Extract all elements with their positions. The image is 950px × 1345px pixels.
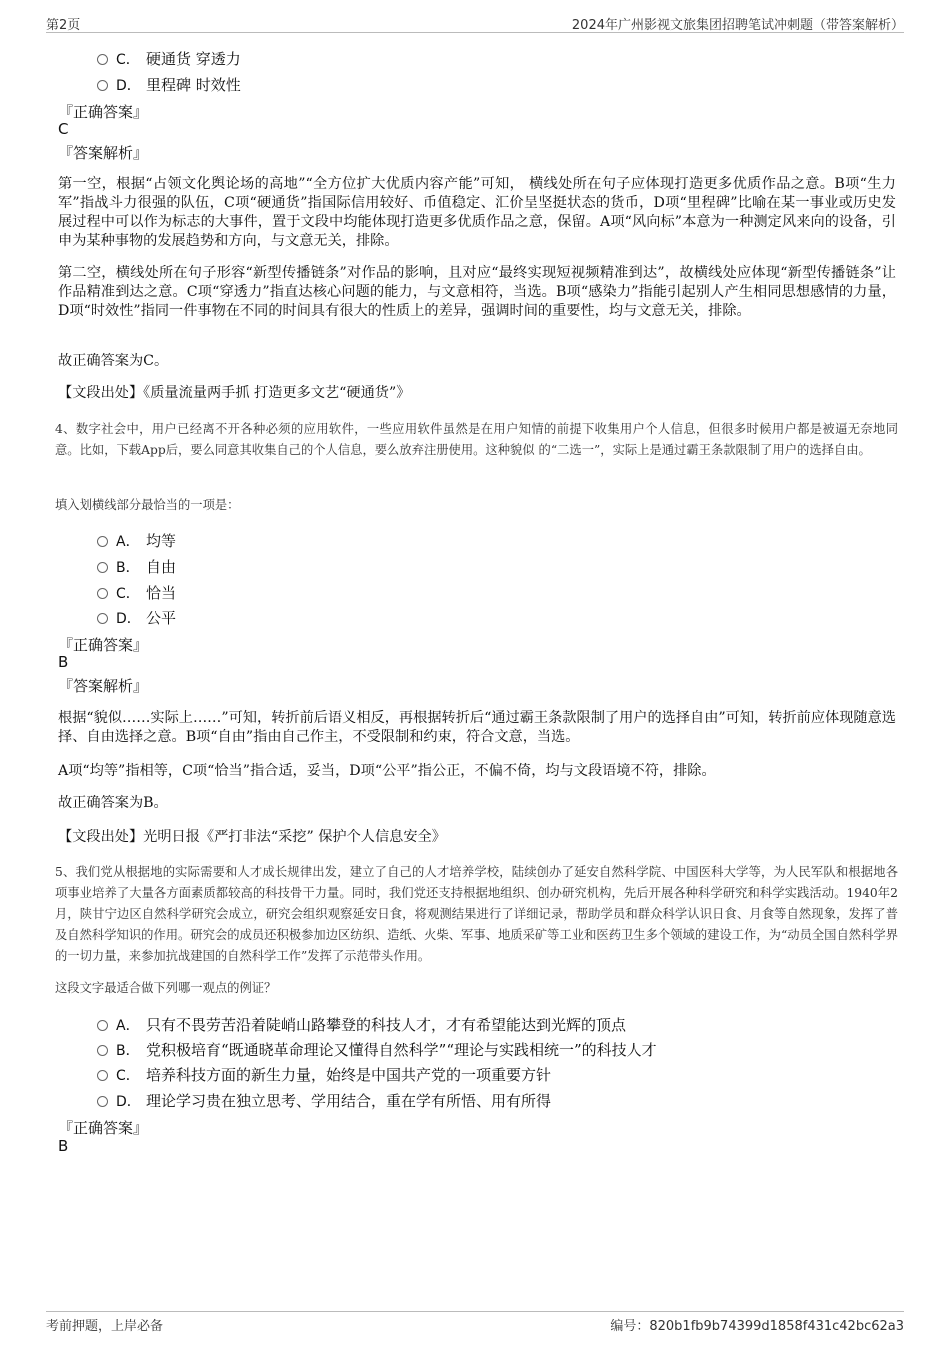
q4-analysis-para-2: A项“均等”指相等，C项“恰当”指合适，妥当，D项“公平”指公正，不偏不倚，均与文段语境不符，排除。 bbox=[58, 763, 716, 779]
q4-analysis-label: 『答案解析』 bbox=[58, 677, 149, 695]
q5-option-a[interactable]: A． 只有不畏劳苦沿着陡峭山路攀登的科技人才，才有希望能达到光辉的顶点 bbox=[97, 1014, 626, 1035]
page-number: 第2页 bbox=[46, 18, 81, 33]
q3-option-c[interactable]: C． 硬通货 穿透力 bbox=[97, 48, 241, 69]
q5-answer-label: 『正确答案』 bbox=[58, 1119, 149, 1137]
document-code bbox=[610, 1315, 904, 1334]
q4-source: 【文段出处】光明日报《严打非法“采挖” 保护个人信息安全》 bbox=[58, 829, 446, 845]
q5-option-b[interactable]: B． 党积极培育“既通晓革命理论又懂得自然科学”“理论与实践相统一”的科技人才 bbox=[97, 1039, 657, 1060]
q4-prompt: 填入划横线部分最恰当的一项是： bbox=[55, 498, 240, 512]
q4-option-d[interactable]: D． 公平 bbox=[97, 607, 176, 628]
radio-icon[interactable] bbox=[97, 1096, 108, 1107]
footer-slogan: 考前押题，上岸必备 bbox=[46, 1319, 164, 1334]
page-footer bbox=[46, 1311, 904, 1335]
radio-icon[interactable] bbox=[97, 536, 108, 547]
radio-icon[interactable] bbox=[97, 1020, 108, 1031]
q5-answer: B bbox=[58, 1137, 69, 1155]
q5-option-c[interactable]: C． 培养科技方面的新生力量，始终是中国共产党的一项重要方针 bbox=[97, 1064, 551, 1085]
code-value: 820b1fb9b74399d1858f431c42bc62a3 bbox=[649, 1319, 904, 1334]
radio-icon[interactable] bbox=[97, 1070, 108, 1081]
q3-source: 【文段出处】《质量流量两手抓 打造更多文艺“硬通货”》 bbox=[58, 385, 411, 401]
radio-icon[interactable] bbox=[97, 613, 108, 624]
q3-conclusion: 故正确答案为C。 bbox=[58, 353, 169, 369]
q4-conclusion: 故正确答案为B。 bbox=[58, 795, 168, 811]
q4-option-c[interactable]: C． 恰当 bbox=[97, 582, 176, 603]
q3-analysis-para-1: 第一空，根据“占领文化舆论场的高地”“全方位扩大优质内容产能”可知， 横线处所在句子应体现打造更多优质作品之意。B项“生力军”指战斗力很强的队伍，C项“硬通货”指国际信用较好、币值稳定、汇价呈坚挺状态的货币，D项“里程碑”比喻在某一事业或历史发展过程中可以作为标志的大事件，置于文段中均能体现打造更多优质作品之意，保留。A项“风向标”本意为一种测定风来向的设备，引申为某种事物的发展趋势和方向，与文意无关，排除。 bbox=[58, 176, 896, 249]
q5-stem: 5、我们党从根据地的实际需要和人才成长规律出发，建立了自己的人才培养学校，陆续创办了延安自然科学院、中国医科大学等，为人民军队和根据地各项事业培养了大量各方面素质都较高的科技骨干力量。同时，我们党还支持根据地组织、创办研究机构，先后开展各种科学研究和科学实践活动。1940年2月，陕甘宁边区自然科学研究会成立，研究会组织观察延安日食，将观测结果进行了详细记录，帮助学员和群众科学认识日食、月食等自然现象，发挥了普及自然科学知识的作用。研究会的成员还积极参加边区纺织、造纸、火柴、军事、地质采矿等工业和医药卫生多个领域的建设工作，为“动员全国自然科学界的一切力量，来参加抗战建国的自然科学工作”发挥了示范带头作用。 bbox=[55, 865, 898, 963]
radio-icon[interactable] bbox=[97, 54, 108, 65]
q3-answer: C bbox=[58, 120, 69, 138]
q4-analysis-para-1: 根据“貌似……实际上……”可知，转折前后语义相反，再根据转折后“通过霸王条款限制了用户的选择自由”可知，转折前应体现随意选择、自由选择之意。B项“自由”指由自己作主，不受限制和约束，符合文意，当选。 bbox=[58, 710, 896, 745]
q5-option-d[interactable]: D． 理论学习贵在独立思考、学用结合，重在学有所悟、用有所得 bbox=[97, 1090, 551, 1111]
q3-answer-label: 『正确答案』 bbox=[58, 103, 149, 121]
q4-option-a[interactable]: A． 均等 bbox=[97, 530, 176, 551]
q3-analysis-para-2: 第二空，横线处所在句子形容“新型传播链条”对作品的影响，且对应“最终实现短视频精准到达”，故横线处应体现“新型传播链条”让作品精准到达之意。C项“穿透力”指直达核心问题的能力，与文意相符，当选。B项“感染力”指能引起别人产生相同思想感情的力量，D项“时效性”指同一件事物在不同的时间具有很大的性质上的差异，强调时间的重要性，均与文意无关，排除。 bbox=[58, 265, 896, 319]
q4-answer: B bbox=[58, 653, 69, 671]
q3-option-d[interactable]: D． 里程碑 时效性 bbox=[97, 74, 241, 95]
q4-stem: 4、数字社会中，用户已经离不开各种必须的应用软件，一些应用软件虽然是在用户知情的前提下收集用户个人信息，但很多时候用户都是被逼无奈地同意。比如，下载App后，要么同意其收集自己的个人信息，要么放弃注册使用。这种貌似 的“二选一”，实际上是通过霸王条款限制了用户的选择自由。 bbox=[55, 422, 898, 457]
code-label: 编号： bbox=[610, 1319, 650, 1334]
q4-option-b[interactable]: B． 自由 bbox=[97, 556, 176, 577]
radio-icon[interactable] bbox=[97, 1045, 108, 1056]
page-header bbox=[46, 14, 904, 33]
document-title: 2024年广州影视文旅集团招聘笔试冲刺题（带答案解析） bbox=[571, 18, 904, 33]
q4-answer-label: 『正确答案』 bbox=[58, 636, 149, 654]
radio-icon[interactable] bbox=[97, 588, 108, 599]
radio-icon[interactable] bbox=[97, 80, 108, 91]
radio-icon[interactable] bbox=[97, 562, 108, 573]
q5-prompt: 这段文字最适合做下列哪一观点的例证？ bbox=[55, 981, 277, 995]
q3-analysis-label: 『答案解析』 bbox=[58, 144, 149, 162]
